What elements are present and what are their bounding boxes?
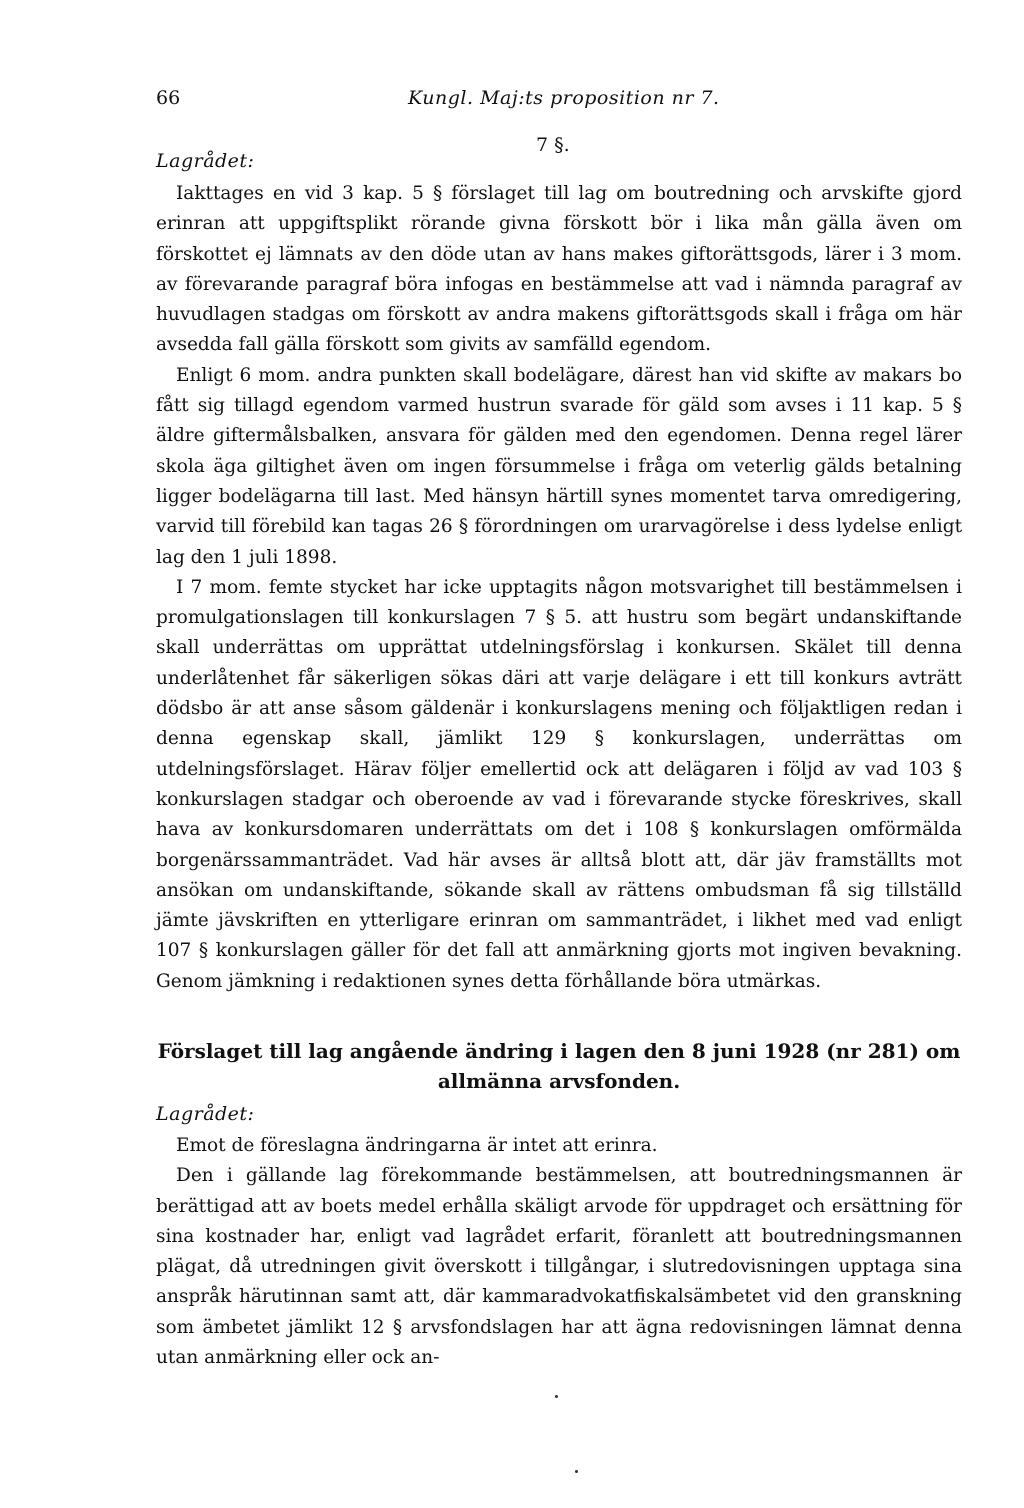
section-mark: 7 §. xyxy=(536,134,570,156)
paragraph: Emot de föreslagna ändringarna är intet att erinra. xyxy=(176,1135,658,1156)
page-header xyxy=(156,87,966,117)
print-speck xyxy=(575,1470,578,1473)
paragraph: Den i gällande lag förekommande bestämmelsen, att boutredningsmannen är berättigad att av boets medel erhålla skäligt arvode för uppdraget och ersättning för sina kostnader har, enligt vad lagrådet erfarit, föranlett att boutredningsmannen plägat, då utredningen givit överskott i tillgångar, i slutredovisningen upptaga sina anspråk härutinnan samt att, där kammaradvokatfiskalsämbetet vid den granskning som ämbetet jämlikt 12 § arvsfondslagen har att ägna redovisningen lämnat denna utan anmärkning eller ock an- xyxy=(156,1165,962,1369)
lagradet-label: Lagrådet: xyxy=(156,1103,255,1125)
page-number: 66 xyxy=(156,87,181,109)
paragraph: Iakttages en vid 3 kap. 5 § förslaget till lag om boutredning och arvskifte gjord erinran att uppgiftsplikt rörande givna förskott bör i lika mån gälla även om förskottet ej lämnats av den döde utan av hans makes giftorättsgods, lärer i 3 mom. av förevarande paragraf böra infogas en bestämmelse att vad i nämnda paragraf av huvudlagen stadgas om förskott av andra makens giftorättsgods skall i fråga om här avsedda fall gälla förskott som givits av samfälld egendom. xyxy=(156,183,962,356)
running-title: Kungl. Maj:ts proposition nr 7. xyxy=(408,87,720,109)
heading-line: allmänna arvsfonden. xyxy=(437,1069,681,1093)
section2-body xyxy=(156,1131,962,1373)
heading-line: Förslaget till lag angående ändring i lagen den 8 juni 1928 (nr 281) om xyxy=(157,1039,961,1063)
lagradet-label: Lagrådet: xyxy=(156,150,255,172)
section1-body xyxy=(156,179,962,997)
paragraph: Enligt 6 mom. andra punkten skall bodelägare, därest han vid skifte av makars bo fått sig tillagd egendom varmed hustrun svarade för gäld som avses i 11 kap. 5 § äldre giftermålsbalken, ansvara för gälden med den egendomen. Denna regel lärer skola äga giltighet även om ingen försummelse i fråga om veterlig gälds betalning ligger bodelägarna till last. Med hänsyn härtill synes momentet tarva omredigering, varvid till förebild kan tagas 26 § förordningen om urarvagörelse i dess lydelse enligt lag den 1 juli 1898. xyxy=(156,364,962,568)
print-speck xyxy=(555,1395,558,1398)
paragraph: I 7 mom. femte stycket har icke upptagits någon motsvarighet till bestämmelsen i promulgationslagen till konkurslagen 7 § 5. att hustru som begärt undanskiftande skall underrättas om upprättat utdelningsförslag i konkursen. Skälet till denna underlåtenhet får säkerligen sökas däri att varje delägare i ett till konkurs avträtt dödsbo är att anse såsom gäldenär i konkurslagens mening och följaktligen redan i denna egenskap skall, jämlikt 129 § konkurslagen, underrättas om utdelningsförslaget. Härav följer emellertid ock att delägaren i följd av vad 103 § konkurslagen stadgar och oberoende av vad i förevarande stycke föreskrives, skall hava av konkursdomaren underrättats om det i 108 § konkurslagen omförmälda borgenärssammanträdet. Vad här avses är alltså blott att, där jäv framställts mot ansökan om undanskiftande, sökande skall av rättens ombudsman få sig tillställd jämte jävskriften en ytterligare erinran om sammanträdet, i likhet med vad enligt 107 § konkurslagen gäller för det fall att anmärkning gjorts mot ingiven bevakning. Genom jämkning i redaktionen synes detta förhållande böra utmärkas. xyxy=(156,576,962,992)
section-heading xyxy=(156,1036,962,1096)
